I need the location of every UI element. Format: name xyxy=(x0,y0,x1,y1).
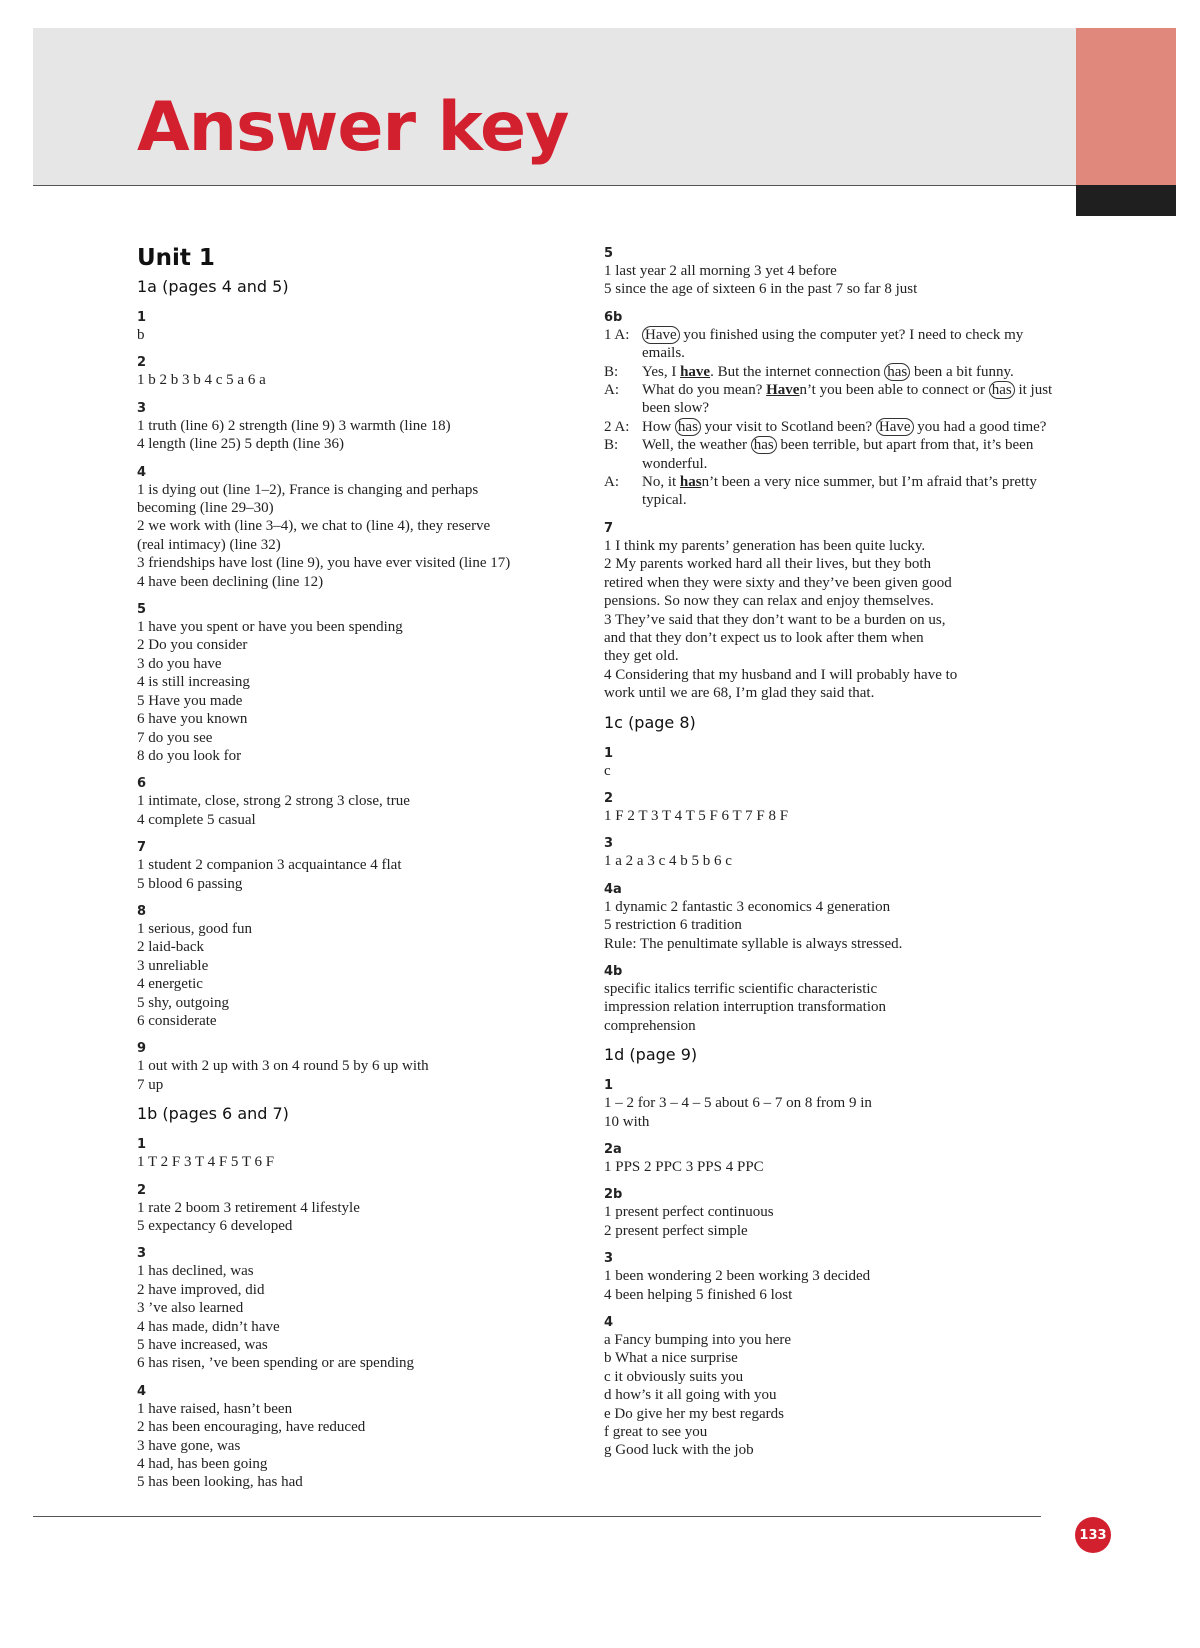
exercise-block xyxy=(137,1245,577,1372)
exercise-block xyxy=(137,1136,577,1171)
answer-line: b What a nice surprise xyxy=(604,1350,738,1367)
exercise-number: 1 xyxy=(137,310,147,325)
dialogue-text xyxy=(642,473,1054,510)
answer-line: 2 My parents worked hard all their lives, but they both xyxy=(604,556,932,573)
answer-line: 5 shy, outgoing xyxy=(137,994,229,1011)
speaker-label: 1 A: xyxy=(604,326,630,343)
answer-line: 2 laid-back xyxy=(137,939,205,956)
speaker-label: A: xyxy=(604,382,619,399)
exercise-number: 4 xyxy=(137,1383,147,1399)
exercise-block xyxy=(604,1314,1054,1460)
section-title-1d: 1d (page 9) xyxy=(604,1045,698,1065)
answer-line: f great to see you xyxy=(604,1424,708,1441)
exercise-number: 8 xyxy=(137,903,147,919)
answer-line: 1 F 2 T 3 T 4 T 5 F 6 T 7 F 8 F xyxy=(604,807,789,824)
answer-line: 6 have you known xyxy=(137,711,248,728)
answer-line: 1 dynamic 2 fantastic 3 economics 4 generation xyxy=(604,898,891,915)
speaker-label: 2 A: xyxy=(604,418,630,435)
answer-line: 6 has risen, ’ve been spending or are spending xyxy=(137,1355,415,1372)
answer-line: retired when they were sixty and they’ve been given good xyxy=(604,574,952,591)
answer-line: e Do give her my best regards xyxy=(604,1405,784,1422)
answer-line: 5 Have you made xyxy=(137,692,243,709)
exercise-block xyxy=(604,835,1054,870)
answer-line: comprehension xyxy=(604,1017,696,1034)
answer-line: 1 T 2 F 3 T 4 F 5 T 6 F xyxy=(137,1154,275,1171)
dialogue-block xyxy=(604,309,1054,510)
answer-line: 1 PPS 2 PPC 3 PPS 4 PPC xyxy=(604,1159,764,1175)
answer-line: 4 energetic xyxy=(137,976,203,993)
text-run: Well, the weather xyxy=(642,437,751,454)
answer-line: they get old. xyxy=(604,648,679,665)
answer-line: 1 b 2 b 3 b 4 c 5 a 6 a xyxy=(137,372,266,389)
exercise-number: 6b xyxy=(604,309,623,325)
exercise-block xyxy=(137,903,577,1030)
exercise-number: 5 xyxy=(604,246,614,261)
answer-line: 1 present perfect continuous xyxy=(604,1204,774,1221)
answer-line: 1 has declined, was xyxy=(137,1263,254,1280)
text-run: No, it xyxy=(642,474,680,491)
speaker-label: B: xyxy=(604,363,619,380)
text-run: you had a good time? xyxy=(913,418,1047,435)
dialogue-line xyxy=(604,381,1054,418)
exercise-number: 6 xyxy=(137,776,147,792)
exercise-block xyxy=(137,400,577,454)
answer-line: 4 been helping 5 finished 6 lost xyxy=(604,1286,793,1303)
exercise-number: 1 xyxy=(604,1078,614,1094)
exercise-block xyxy=(604,745,1054,780)
answer-line: 4 Considering that my husband and I will probably have to xyxy=(604,666,958,683)
answer-line: 3 friendships have lost (line 9), you have ever visited (line 17) xyxy=(137,555,511,572)
answer-line: 1 is dying out (line 1–2), France is changing and perhaps xyxy=(137,481,479,498)
text-run: been terrible, but apart from that, it’s been wonderful. xyxy=(642,437,1034,472)
answer-line: c it obviously suits you xyxy=(604,1368,744,1385)
exercise-block xyxy=(137,601,577,765)
dialogue-text xyxy=(642,436,1054,473)
answer-line: 1 a 2 a 3 c 4 b 5 b 6 c xyxy=(604,853,732,870)
answer-line: 1 have you spent or have you been spending xyxy=(137,619,403,636)
answer-line: specific italics terrific scientific characteristic xyxy=(604,980,878,997)
answer-line: c xyxy=(604,762,611,779)
answer-line: 7 up xyxy=(137,1076,164,1093)
dialogue-line xyxy=(604,473,1054,510)
answer-line: 3 do you have xyxy=(137,655,222,672)
answer-line: 5 expectancy 6 developed xyxy=(137,1218,293,1234)
answer-line: 2 Do you consider xyxy=(137,637,248,654)
answer-line: 1 rate 2 boom 3 retirement 4 lifestyle xyxy=(137,1199,360,1216)
exercise-block xyxy=(604,790,1054,825)
dialogue-line xyxy=(604,418,1054,436)
text-run: you finished using the computer yet? I need to check my emails. xyxy=(642,326,1024,362)
answer-line: (real intimacy) (line 32) xyxy=(137,536,281,553)
answer-line: g Good luck with the job xyxy=(604,1442,754,1459)
answer-line: 8 do you look for xyxy=(137,747,242,764)
underlined-word: have xyxy=(680,363,711,380)
text-run: been a bit funny. xyxy=(910,363,1014,380)
underlined-word: has xyxy=(679,474,702,491)
speaker-label: A: xyxy=(604,474,619,491)
answer-line: 5 since the age of sixteen 6 in the past 7 so far 8 just xyxy=(604,281,918,298)
answer-line: 7 do you see xyxy=(137,729,213,746)
exercise-block xyxy=(604,963,1054,1035)
exercise-number: 5 xyxy=(137,602,147,618)
unit-title: Unit 1 xyxy=(137,245,215,271)
right-column xyxy=(604,245,1054,1470)
exercise-number: 4 xyxy=(137,464,147,480)
exercise-number: 3 xyxy=(137,1246,147,1262)
circled-word: has xyxy=(675,418,701,436)
text-run: it just been slow? xyxy=(642,382,1053,417)
exercise-number: 7 xyxy=(604,520,614,536)
exercise-number: 9 xyxy=(137,1041,147,1057)
circled-word: has xyxy=(884,363,910,381)
answer-line: 1 truth (line 6) 2 strength (line 9) 3 warmth (line 18) xyxy=(137,417,451,434)
exercise-number: 3 xyxy=(604,836,614,852)
answer-line: b xyxy=(137,327,145,343)
answer-line: 1 intimate, close, strong 2 strong 3 close, true xyxy=(137,793,410,810)
exercise-number: 4 xyxy=(604,1315,614,1331)
answer-line: 2 has been encouraging, have reduced xyxy=(137,1419,366,1436)
speaker-label: B: xyxy=(604,437,619,454)
exercise-block xyxy=(137,354,577,389)
answer-line: 1 out with 2 up with 3 on 4 round 5 by 6 up with xyxy=(137,1058,429,1075)
left-column xyxy=(137,245,577,1502)
exercise-block xyxy=(604,881,1054,953)
exercise-block xyxy=(604,245,1054,299)
exercise-number: 4a xyxy=(604,881,622,897)
circled-word: Have xyxy=(876,418,914,436)
text-run: n’t been a very nice summer, but I’m afraid that’s pretty typical. xyxy=(642,474,1037,509)
section-title-1b: 1b (pages 6 and 7) xyxy=(137,1104,289,1124)
answer-line: 3 unreliable xyxy=(137,957,209,974)
text-run: your visit to Scotland been? xyxy=(700,418,876,435)
answer-line: 5 have increased, was xyxy=(137,1337,268,1354)
dialogue-line xyxy=(604,363,1054,381)
exercise-number: 2 xyxy=(137,355,147,371)
answer-line: 3 have gone, was xyxy=(137,1437,241,1454)
answer-line: 3 ’ve also learned xyxy=(137,1300,244,1317)
circled-word: has xyxy=(989,381,1015,399)
answer-line: 5 blood 6 passing xyxy=(137,875,243,892)
circled-word: has xyxy=(751,436,777,454)
answer-line: 4 has made, didn’t have xyxy=(137,1318,280,1335)
page-title: Answer key xyxy=(137,88,569,167)
exercise-number: 2 xyxy=(137,1182,147,1198)
answer-line: 1 serious, good fun xyxy=(137,920,252,937)
exercise-number: 4b xyxy=(604,963,623,979)
exercise-number: 1 xyxy=(604,745,614,761)
exercise-number: 7 xyxy=(137,840,147,856)
answer-line: 2 have improved, did xyxy=(137,1281,265,1298)
text-run: What do you mean? xyxy=(642,382,767,399)
answer-line: 4 had, has been going xyxy=(137,1456,268,1473)
exercise-block xyxy=(604,520,1054,703)
answer-line: impression relation interruption transformation xyxy=(604,999,887,1016)
exercise-block xyxy=(137,309,577,344)
answer-line: d how’s it all going with you xyxy=(604,1387,777,1404)
answer-line: 2 present perfect simple xyxy=(604,1222,748,1239)
section-title-1c: 1c (page 8) xyxy=(604,712,696,732)
answer-line: becoming (line 29–30) xyxy=(137,500,274,517)
dialogue-text xyxy=(642,381,1054,418)
exercise-block xyxy=(137,775,577,829)
exercise-number: 3 xyxy=(137,400,147,416)
circled-word: Have xyxy=(642,326,680,344)
answer-line: 1 been wondering 2 been working 3 decided xyxy=(604,1268,871,1285)
exercise-block xyxy=(137,1383,577,1492)
text-run: Yes, I xyxy=(642,363,681,380)
answer-line: Rule: The penultimate syllable is always stressed. xyxy=(604,935,903,952)
exercise-block xyxy=(137,1182,577,1236)
answer-line: 4 have been declining (line 12) xyxy=(137,573,324,590)
answer-line: 2 we work with (line 3–4), we chat to (line 4), they reserve xyxy=(137,518,491,535)
text-run: . But the internet connection xyxy=(710,363,885,380)
section-title-1a: 1a (pages 4 and 5) xyxy=(137,277,289,296)
text-run: How xyxy=(642,418,675,435)
answer-line: pensions. So now they can relax and enjoy themselves. xyxy=(604,593,934,610)
answer-line: 5 restriction 6 tradition xyxy=(604,917,742,934)
exercise-block xyxy=(137,839,577,893)
dialogue-line xyxy=(604,326,1054,363)
answer-line: 4 length (line 25) 5 depth (line 36) xyxy=(137,436,345,453)
exercise-block xyxy=(604,1141,1054,1176)
answer-line: 1 – 2 for 3 – 4 – 5 about 6 – 7 on 8 from 9 in xyxy=(604,1095,872,1112)
exercise-number: 2a xyxy=(604,1142,622,1157)
answer-line: 5 has been looking, has had xyxy=(137,1474,303,1491)
answer-line: 3 They’ve said that they don’t want to be a burden on us, xyxy=(604,611,946,628)
exercise-block xyxy=(137,464,577,591)
text-run: n’t you been able to connect or xyxy=(799,382,989,399)
answer-line: work until we are 68, I’m glad they said that. xyxy=(604,685,875,702)
answer-line: 1 student 2 companion 3 acquaintance 4 flat xyxy=(137,857,402,874)
answer-line: 4 is still increasing xyxy=(137,674,250,691)
answer-line: 10 with xyxy=(604,1113,650,1130)
corner-tab-accent xyxy=(1076,28,1176,185)
exercise-number: 1 xyxy=(137,1137,147,1153)
dialogue-line xyxy=(604,436,1054,473)
dialogue-text xyxy=(642,363,1054,381)
answer-line: 6 considerate xyxy=(137,1012,217,1029)
answer-line: 1 I think my parents’ generation has been quite lucky. xyxy=(604,537,926,554)
exercise-block xyxy=(137,1040,577,1094)
exercise-number: 2b xyxy=(604,1187,623,1203)
exercise-number: 3 xyxy=(604,1251,614,1267)
page-number-badge: 133 xyxy=(1075,1517,1111,1553)
exercise-number: 2 xyxy=(604,790,614,806)
exercise-block xyxy=(604,1077,1054,1131)
dialogue-text xyxy=(642,326,1054,363)
answer-line: a Fancy bumping into you here xyxy=(604,1332,792,1349)
exercise-block xyxy=(604,1250,1054,1304)
exercise-block xyxy=(604,1186,1054,1240)
underlined-word: Have xyxy=(766,382,800,399)
answer-line: 4 complete 5 casual xyxy=(137,811,256,828)
footer-divider xyxy=(33,1516,1041,1517)
answer-line: 1 have raised, hasn’t been xyxy=(137,1400,293,1417)
answer-line: and that they don’t expect us to look after them when xyxy=(604,629,924,646)
corner-tab-dark xyxy=(1076,185,1176,216)
answer-line: 1 last year 2 all morning 3 yet 4 before xyxy=(604,263,837,279)
dialogue-text xyxy=(642,418,1054,436)
